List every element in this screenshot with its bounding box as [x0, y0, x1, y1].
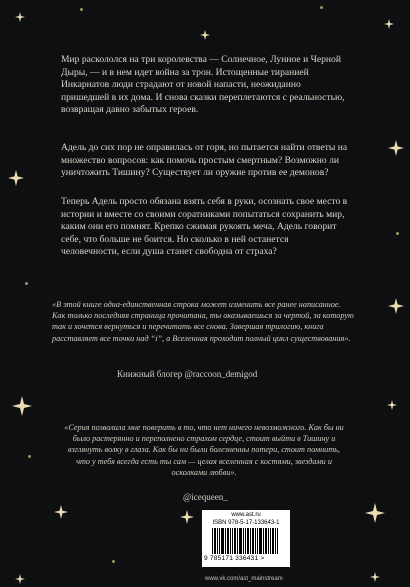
- barcode-bars: [212, 528, 282, 554]
- description-paragraph-3: Теперь Адель просто обязана взять себя в руки, осознать свое место в истории и вместе со своими соратниками попытаться сохранить мир, каким они его помнят. Крепко сжимая рукоять меча, Адель говорит себе, что больше не боится. Но сколько в ней останется человечности, если душа станет свободна от страха?: [61, 196, 348, 258]
- star-icon: [387, 400, 397, 410]
- star-dot: [320, 6, 323, 9]
- star-icon: [15, 12, 25, 22]
- star-icon: [180, 510, 194, 524]
- star-icon: [365, 503, 385, 523]
- review-quote-1: «В этой книге одна-единственная строка может изменить все ранее написанное. Как только последняя страница прочитана, ты оказываешься за чертой, за которую так и хочется вернуться и перечитать все снова. Завершая трилогию, книга расставляет все точки над “i”, а Вселенная проходит полный цикл существования».: [52, 300, 354, 343]
- star-icon: [388, 140, 404, 156]
- star-icon: [370, 572, 380, 582]
- vk-link[interactable]: www.vk.com/ast_mainstream: [205, 576, 283, 582]
- barcode: [202, 510, 290, 567]
- star-icon: [12, 396, 32, 416]
- star-icon: [388, 298, 404, 314]
- review-quote-2: «Серия позволила мне поверить в то, что нет ничего невозможного. Как бы ни было растерянно и переполнено страхом сердце, стоит выйти в Тишину и взглянуть волку в глаза. Как бы ни были болезненны потери, стоит помнить, что у тебя всегда есть ты сам — целая вселенная с костями, звездами и осколками любви».: [64, 423, 344, 477]
- star-dot: [112, 560, 115, 563]
- description-paragraph-1: Мир раскололся на три королевства — Солнечное, Лунное и Черной Дыры, — и в нем идет война за трон. Истощенные тиранией Инкарнатов люди страдают от новой напасти, неожиданно пришедшей в их дома. И снова сказки переплетаются с реальностью, возвращая давно забытых героев.: [61, 54, 345, 116]
- star-icon: [54, 505, 68, 519]
- star-dot: [80, 8, 83, 11]
- review-author-1: Книжный блогер @raccoon_demigod: [117, 369, 258, 379]
- barcode-number: 9 785171 336431 >: [204, 555, 265, 562]
- description-paragraph-2: Адель до сих пор не оправилась от горя, но пытается найти ответы на множество вопросов: как помочь простым смертным? Возможно ли уничтожить Тишину? Существует ли оружие против ее демонов?: [61, 142, 348, 179]
- star-icon: [8, 170, 24, 186]
- review-author-2: @icequeen_: [183, 492, 228, 502]
- star-dot: [28, 455, 31, 458]
- star-dot: [25, 282, 28, 285]
- isbn: ISBN 978-5-17-133643-1: [212, 520, 280, 526]
- star-icon: [15, 574, 25, 584]
- star-dot: [396, 232, 399, 235]
- star-icon: [200, 30, 210, 40]
- publisher-url: www.ast.ru: [231, 512, 261, 518]
- star-icon: [384, 19, 394, 29]
